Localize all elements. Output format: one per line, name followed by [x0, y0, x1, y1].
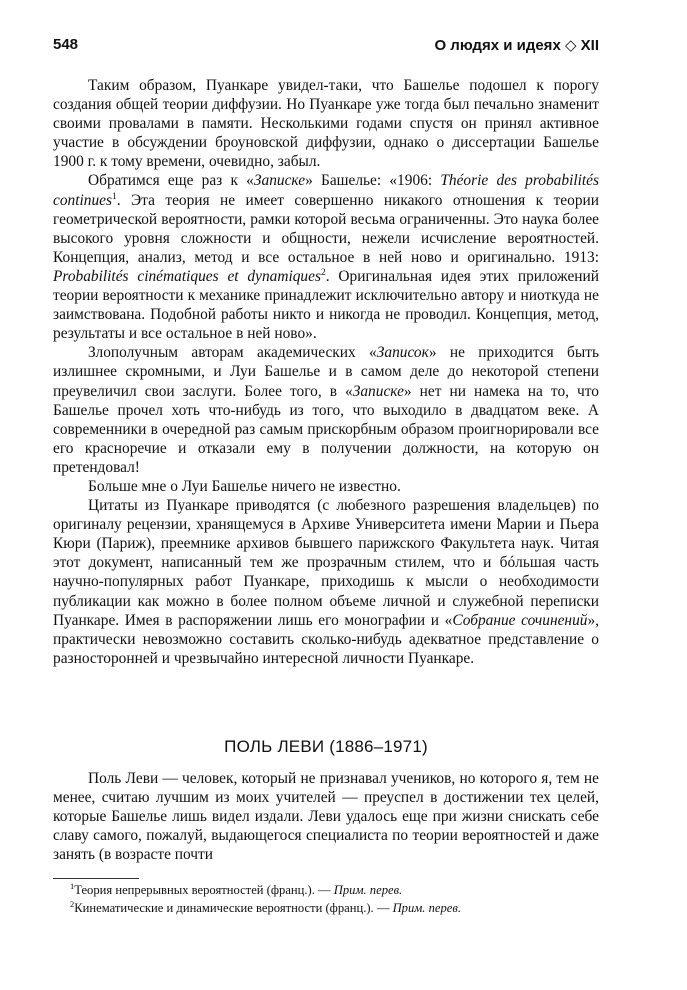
main-text [53, 76, 599, 668]
paragraph [53, 171, 599, 343]
paragraph [53, 477, 599, 496]
footnote-2 [70, 900, 590, 916]
footnote-rule [53, 878, 139, 879]
italic-text: Записке [352, 382, 404, 400]
text-run: Злополучным авторам академических « [88, 344, 377, 362]
text-run: Цитаты из Пуанкаре приводятся (с любезного разрешения владельцев) по оригиналу рецензии, хранящемуся в Архиве Университета имени Марии и Пьера Кюри (Париж), преемнике архивов бывшего парижского Факультета наук. Читая этот документ, написанный тем же прозрачным стилем, что и бóльшая часть научно-популярных работ Пуанкаре, приходишь к мысли о необходимости публикации как можно в более полном объеме личной и служебной переписки Пуанкаре. Имея в распоряжении лишь его монографии и « [53, 497, 599, 629]
paragraph [53, 496, 599, 668]
text-run: Обратимся еще раз к « [88, 172, 254, 190]
section-heading: ПОЛЬ ЛЕВИ (1886–1971) [224, 737, 428, 756]
footnote-ref: 1 [112, 191, 117, 202]
footnote-ref: 2 [320, 267, 326, 278]
footnote-1 [70, 882, 590, 898]
italic-text: Собрание сочинений [452, 611, 588, 629]
footnote-note: Прим. перев. [392, 901, 461, 915]
text-run: », практически невозможно составить сколько-нибудь адекватное представление о разносторонней и чрезвычайно интересной личности Пуанкаре. [53, 611, 600, 667]
footnote-text: Теория непрерывных вероятностей (франц.). — [74, 883, 334, 897]
footnote-mark: 1 [70, 880, 75, 891]
page-header [53, 36, 599, 56]
paragraph [53, 76, 599, 171]
running-title: О людях и идеях ◇ XII [434, 37, 599, 54]
italic-text: Записке [253, 172, 306, 190]
text-run: Поль Леви — человек, который не признавал учеников, но которого я, тем не менее, считаю лучшим из моих учителей — преуспел в достижении тех целей, которые Башелье лишь видел издали. Леви удалось еще при жизни снискать себе славу самого, пожалуй, выдающегося специалиста по теории вероятностей и даже занять (в возрасте почти [53, 770, 599, 864]
footnote-note: Прим. перев. [333, 883, 403, 897]
italic-text: Probabilités cinématiques et dynamiques [53, 267, 321, 285]
page-number: 548 [53, 36, 79, 53]
footnote-mark: 2 [70, 898, 75, 909]
text-run: » нет ни намека на то, что Башелье прочел хоть что-нибудь из того, что выходило в двадцатом веке. А современники в очередной раз самым прискорбным образом проигнорировали все его красноречие и отказали ему в получении должности, на которую он претендовал! [53, 382, 599, 476]
text-run: . Эта теория не имеет совершенно никакого отношения к теории геометрической вероятности, рамки которой весьма ограниченны. Это наука более высокого уровня сложности и общности, нежели исчисление вероятностей. Концепция, анализ, метод и все остальное в ней ново и оригинально. 1913: [53, 191, 599, 266]
text-run: Таким образом, Пуанкаре увидел-таки, что Башелье подошел к порогу создания общей теории диффузии. Но Пуанкаре уже тогда был печально знаменит своими провалами в памяти. Несколькими годами спустя он принял активное участие в обсуждении броуновской диффузии, однако о диссертации Башелье 1900 г. к тому времени, очевидно, забыл. [53, 77, 599, 171]
text-run: . Оригинальная идея этих приложений теории вероятности к механике принадлежит исключительно автору и ниоткуда не заимствована. Подобной работы никто и никогда не проводил. Концепция, метод, результаты и все остальное в ней ново». [53, 267, 599, 343]
section-text [53, 769, 599, 864]
text-run: Больше мне о Луи Башелье ничего не известно. [88, 477, 401, 495]
footnote-text: Кинематические и динамические вероятности (франц.). — [74, 901, 393, 915]
text-run: » Башелье: «1906: [305, 172, 441, 190]
paragraph [53, 343, 599, 477]
text-run: » не приходится быть излишнее скромными, и Луи Башелье и в самом деле до некоторой степени преувеличил свои заслуги. Более того, в « [53, 344, 599, 400]
italic-text: Théorie des probabilités continues [53, 172, 599, 209]
italic-text: Записок [376, 344, 429, 362]
paragraph [53, 769, 599, 864]
